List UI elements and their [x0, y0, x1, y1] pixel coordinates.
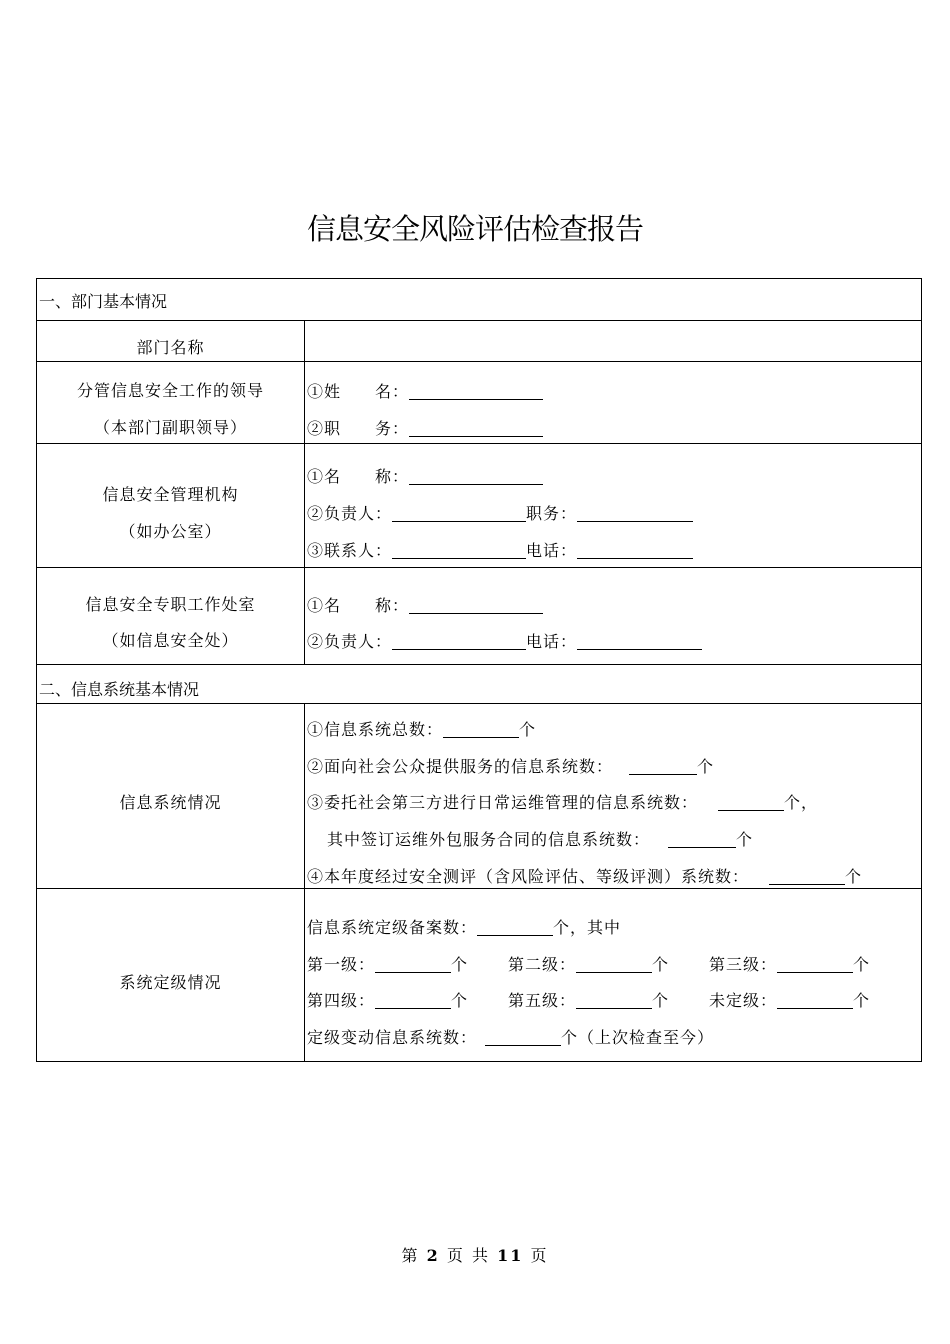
- level-3-field[interactable]: 第三级： 个: [709, 955, 871, 974]
- grading-label: 系统定级情况: [119, 973, 222, 992]
- divider: [37, 320, 921, 321]
- leader-label: 分管信息安全工作的领导: [76, 381, 264, 400]
- level-5-field[interactable]: 第五级： 个: [508, 991, 670, 1010]
- public-systems-field[interactable]: ②面向社会公众提供服务的信息系统数： 个: [307, 757, 715, 776]
- org-label: 信息安全管理机构: [102, 485, 239, 504]
- leader-name-field[interactable]: ①姓 名：: [307, 379, 543, 402]
- org-head-field[interactable]: ②负责人： 职务：: [307, 501, 693, 524]
- divider: [37, 443, 921, 444]
- divider: [37, 664, 921, 665]
- system-total-field[interactable]: ①信息系统总数： 个: [307, 720, 537, 739]
- level-1-field[interactable]: 第一级： 个: [307, 955, 469, 974]
- section-heading-systems: 二、信息系统基本情况: [39, 680, 200, 699]
- divider: [37, 703, 921, 704]
- contract-systems-field[interactable]: 其中签订运维外包服务合同的信息系统数： 个: [327, 830, 754, 849]
- office-head-field[interactable]: ②负责人： 电话：: [307, 629, 702, 652]
- page-title: 信息安全风险评估检查报告: [306, 212, 643, 246]
- changed-systems-field[interactable]: 定级变动信息系统数： 个（上次检查至今）: [307, 1028, 715, 1047]
- office-label: 信息安全专职工作处室: [85, 595, 256, 614]
- org-name-field[interactable]: ①名 称：: [307, 464, 543, 487]
- unrated-field[interactable]: 未定级： 个: [709, 991, 871, 1010]
- org-contact-field[interactable]: ③联系人： 电话：: [307, 538, 693, 561]
- system-info-label: 信息系统情况: [119, 793, 222, 812]
- section-heading-dept: 一、部门基本情况: [39, 292, 168, 311]
- page-footer: 第 2 页 共 11 页: [401, 1246, 549, 1265]
- column-divider: [304, 703, 305, 1062]
- office-label-note: （如信息安全处）: [102, 631, 239, 650]
- total-page-count: 11: [497, 1246, 524, 1265]
- divider: [37, 361, 921, 362]
- report-form: [36, 278, 922, 1062]
- level-2-field[interactable]: 第二级： 个: [508, 955, 670, 974]
- current-page-number: 2: [426, 1246, 440, 1265]
- leader-title-field[interactable]: ②职 务：: [307, 416, 543, 439]
- filed-systems-field[interactable]: 信息系统定级备案数： 个，其中: [307, 918, 622, 937]
- divider: [37, 888, 921, 889]
- outsourced-systems-field[interactable]: ③委托社会第三方进行日常运维管理的信息系统数： 个，: [307, 793, 819, 812]
- office-name-field[interactable]: ①名 称：: [307, 593, 543, 616]
- dept-name-label: 部门名称: [136, 338, 205, 357]
- divider: [37, 567, 921, 568]
- level-4-field[interactable]: 第四级： 个: [307, 991, 469, 1010]
- org-label-note: （如办公室）: [119, 522, 222, 541]
- leader-label-note: （本部门副职领导）: [93, 418, 247, 437]
- tested-systems-field[interactable]: ④本年度经过安全测评（含风险评估、等级评测）系统数： 个: [307, 867, 863, 886]
- column-divider: [304, 320, 305, 664]
